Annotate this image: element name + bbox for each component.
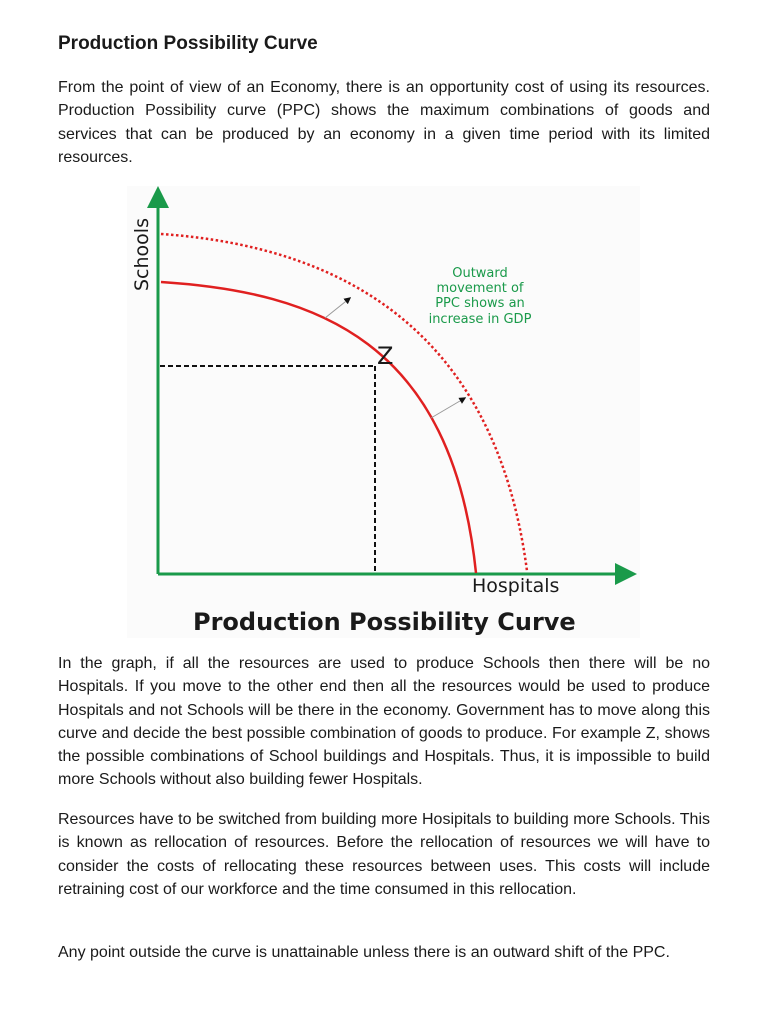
annotation-line: increase in GDP xyxy=(428,312,532,327)
ppc-diagram-svg xyxy=(127,186,640,638)
annotation-line: PPC shows an xyxy=(435,296,525,311)
shift-arrow-lower xyxy=(431,398,465,418)
y-axis-arrowhead xyxy=(147,186,169,208)
reallocation-paragraph: Resources have to be switched from building more Hosipitals to building more Schools. This is known as rellocation of resources. Before the rellocation of resources we will have to consider the costs of rellocating these resources between uses. This costs will include retraining cost of our workforce and the time consumed in this rellocation. xyxy=(58,811,710,898)
page-title: Production Possibility Curve xyxy=(58,33,318,54)
x-axis-arrowhead xyxy=(615,563,637,585)
annotation-line: Outward xyxy=(452,266,508,281)
point-z-label: Z xyxy=(377,342,394,370)
annotation-line: movement of xyxy=(436,281,524,296)
shift-arrow-upper xyxy=(325,298,350,318)
y-axis-label: Schools xyxy=(131,218,153,291)
ppc-diagram xyxy=(127,186,640,638)
intro-paragraph: From the point of view of an Economy, there is an opportunity cost of using its resources. Production Possibility curve (PPC) shows the maximum combinations of goods and services that can be produced by an economy in a given time period with its limited resources. xyxy=(58,79,710,166)
gdp-annotation xyxy=(429,266,532,327)
graph-explanation-paragraph: In the graph, if all the resources are used to produce Schools then there will be no Hospitals. If you move to the other end then all the resources would be used to produce Hospitals and not Schools will be there in the economy. Government has to move along this curve and decide the best possible combination of goods to produce. For example Z, shows the possible combinations of School buildings and Hospitals. Thus, it is impossible to build more Schools without also building fewer Hospitals. xyxy=(58,655,710,789)
conclusion-paragraph: Any point outside the curve is unattainable unless there is an outward shift of the PPC. xyxy=(58,944,670,961)
figure-title: Production Possibility Curve xyxy=(193,608,576,636)
x-axis-label: Hospitals xyxy=(472,575,560,597)
